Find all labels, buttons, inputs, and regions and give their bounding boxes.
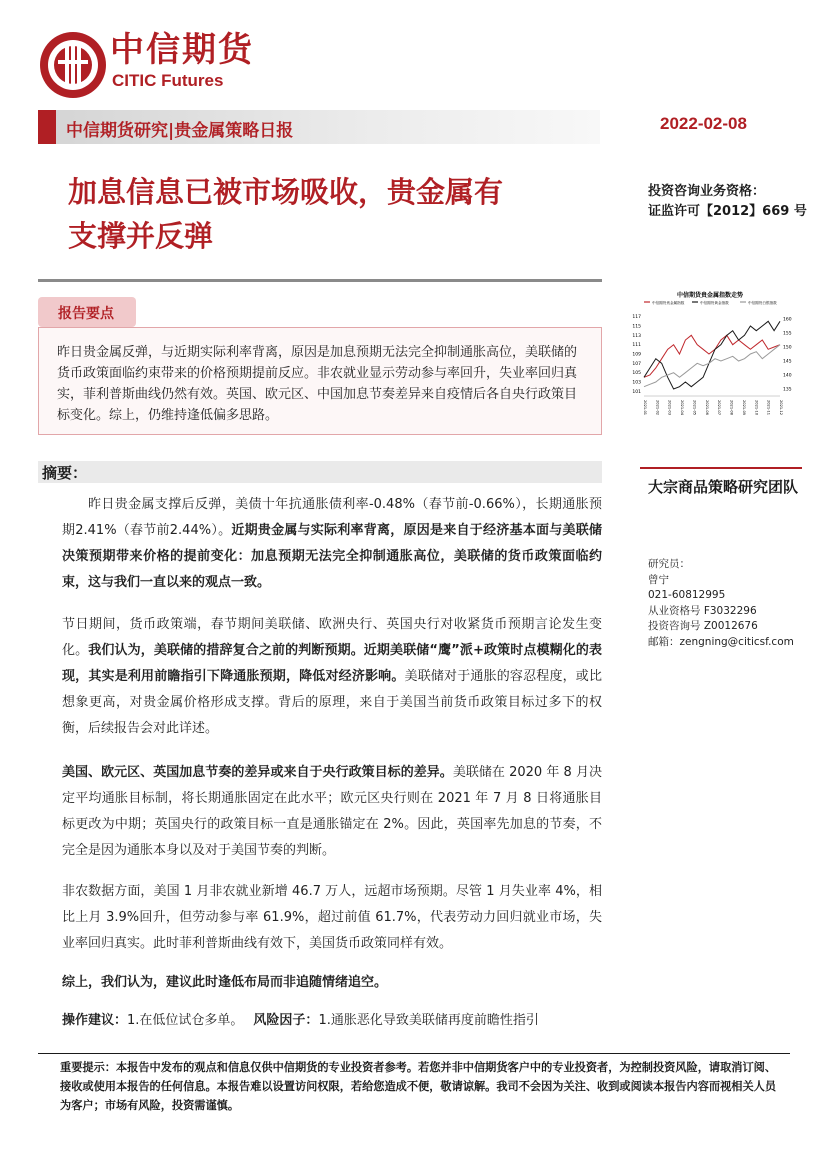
- y-tick-right: 135: [783, 387, 792, 393]
- p3-normal: 美联储在 2020 年 8 月决定平均通胀目标制，将长期通胀固定在此水平；欧元区央行则在 2021 年 7 月 8 日将通胀目标更改为中期；英国央行的政策目标一直是通胀锚定在 2%。因此，英国率先加息的节奏，不完全是因为通胀本身以及对于美国节奏的判断。: [62, 765, 602, 858]
- team-info: [648, 557, 794, 650]
- band-accent: [38, 110, 56, 144]
- brand-name-cn: 中信期货: [110, 30, 254, 70]
- abstract-label: 摘要：: [42, 464, 88, 482]
- license-line1: 投资咨询业务资格：: [648, 184, 766, 199]
- p2-bold: 我们认为，美联储的措辞复合之前的判断预期。近期美联储“鹰”派+政策时点模糊化的表现，其实是利用前瞻指引下降通胀预期，降低对经济影响。: [62, 643, 602, 684]
- team-title: 大宗商品策略研究团队: [648, 478, 799, 496]
- p2-normal: 节日期间，货币政策端，春节期间美联储、欧洲央行、英国央行对收紧货币预期言论发生变化。: [62, 617, 602, 658]
- p1-normal: 昨日贵金属支撑后反弹，美债十年抗通胀债利率-0.48%（春节前-0.66%），长期通胀预期2.41%（春节前2.44%）。: [62, 497, 602, 538]
- op-label: 操作建议：: [62, 1013, 128, 1028]
- y-tick-right: 155: [783, 331, 792, 337]
- y-tick-right: 160: [783, 317, 792, 323]
- team-email: 邮箱：zengning@citicsf.com: [648, 635, 794, 648]
- paragraph-5: [62, 970, 602, 996]
- x-tick-label: 2021-04: [680, 400, 685, 416]
- y-tick-left: 107: [632, 361, 641, 367]
- key-points-label: 报告要点: [58, 306, 114, 322]
- license-line2: 证监许可【2012】669 号: [648, 204, 807, 219]
- p5-bold: 综上，我们认为，建议此时逢低布局而非追随情绪追空。: [62, 975, 388, 990]
- precious-metals-chart: [622, 288, 798, 438]
- x-tick-label: 2021-12: [779, 400, 783, 416]
- chart-title: 中信期货贵金属指数走势: [676, 292, 744, 299]
- team-name: 曾宁: [648, 573, 669, 586]
- x-tick-label: 2021-01: [643, 400, 647, 416]
- y-tick-left: 105: [632, 371, 641, 377]
- key-points-tab: [38, 297, 136, 327]
- footer-divider: [38, 1053, 790, 1054]
- series-line: [644, 345, 780, 387]
- x-tick-label: 2021-10: [754, 400, 759, 416]
- legend-label: 中信期货黄金指数: [700, 301, 729, 305]
- p3-bold: 美国、欧元区、英国加息节奏的差异或来自于央行政策目标的差异。: [62, 765, 453, 780]
- title-divider: [38, 279, 602, 282]
- citic-logo: [38, 30, 108, 100]
- report-title: [68, 170, 608, 258]
- p2-normal-2: 美联储对于通胀的容忍程度，或比想象更高，对贵金属价格形成支撑。背后的原理，来自于美国当前货币政策目标过多下的权衡，后续报告会对此详述。: [62, 669, 602, 736]
- y-tick-right: 150: [783, 345, 792, 351]
- abstract-header: [38, 461, 602, 483]
- x-tick-label: 2021-08: [729, 400, 734, 416]
- x-tick-label: 2021-02: [655, 400, 660, 416]
- key-points-box: 昨日贵金属反弹，与近期实际利率背离，原因是加息预期无法完全抑制通胀高位，美联储的货币政策面临约束带来的价格预期提前反应。非农就业显示劳动参与率回升，失业率回归真实，菲利普斯曲线仍然有效。英国、欧元区、中国加息节奏差异来自疫情后各自央行政策目标变化。综上，仍维持逢低偏多思路。: [38, 327, 602, 435]
- y-tick-left: 101: [632, 389, 641, 395]
- y-tick-left: 111: [632, 343, 641, 349]
- risk-label: 风险因子：: [253, 1013, 319, 1028]
- x-tick-label: 2021-05: [692, 400, 697, 416]
- legend-label: 中信期货白银指数: [748, 301, 777, 305]
- team-consult: 投资咨询号 Z0012676: [648, 620, 758, 632]
- license-info: [648, 182, 807, 222]
- x-tick-label: 2021-07: [717, 400, 722, 416]
- y-tick-left: 113: [632, 333, 641, 339]
- y-tick-left: 117: [632, 315, 641, 321]
- paragraph-2: [62, 612, 602, 742]
- y-tick-left: 109: [632, 352, 641, 358]
- paragraph-1: [62, 492, 602, 596]
- x-tick-label: 2021-03: [667, 400, 672, 416]
- report-series: 中信期货研究|贵金属策略日报: [66, 121, 294, 141]
- disclaimer: 重要提示：本报告中发布的观点和信息仅供中信期货的专业投资者参考。若您并非中信期货客户中的专业投资者，为控制投资风险，请取消订阅、接收或使用本报告的任何信息。本报告难以设置访问权限，若给您造成不便，敬请谅解。我司不会因为关注、收到或阅读本报告内容而视相关人员为客户；市场有风险，投资需谨慎。: [60, 1061, 777, 1112]
- operation-line: [62, 1008, 602, 1034]
- op-text: 1.在低位试仓多单。: [127, 1013, 244, 1028]
- x-tick-label: 2021-11: [766, 400, 771, 416]
- paragraph-4: 非农数据方面，美国 1 月非农就业新增 46.7 万人，远超市场预期。尽管 1 月失业率 4%，相比上月 3.9%回升，但劳动参与率 61.9%，超过前值 61.7%，代表劳动力回归就业市场，失业率回归真实。此时菲利普斯曲线有效下，美国货币政策同样有效。: [62, 884, 602, 951]
- y-tick-right: 145: [783, 359, 792, 365]
- y-tick-left: 103: [632, 380, 641, 386]
- team-role: 研究员：: [648, 558, 690, 570]
- team-cert: 从业资格号 F3032296: [648, 604, 757, 617]
- team-divider: [640, 467, 802, 469]
- p1-bold: 近期贵金属与实际利率背离，原因是来自于经济基本面与美联储决策预期带来价格的提前变化：加息预期无法完全抑制通胀高位，美联储的货币政策面临约束，这与我们一直以来的观点一致。: [62, 523, 602, 590]
- report-title-line2: 支撑并反弹: [68, 219, 214, 253]
- report-date: 2022-02-08: [660, 114, 747, 133]
- brand-name-en: CITIC Futures: [112, 71, 224, 90]
- paragraph-3: [62, 760, 602, 864]
- team-phone: 021-60812995: [648, 589, 726, 601]
- x-tick-label: 2021-09: [741, 400, 746, 416]
- y-tick-right: 140: [783, 373, 792, 379]
- legend-label: 中信期货贵金属指数: [652, 301, 685, 305]
- report-title-line1: 加息信息已被市场吸收，贵金属有: [68, 175, 504, 209]
- y-tick-left: 115: [632, 324, 641, 330]
- risk-text: 1.通胀恶化导致美联储再度前瞻性指引: [318, 1013, 539, 1028]
- report-series-band: [38, 110, 600, 144]
- x-tick-label: 2021-06: [704, 400, 709, 416]
